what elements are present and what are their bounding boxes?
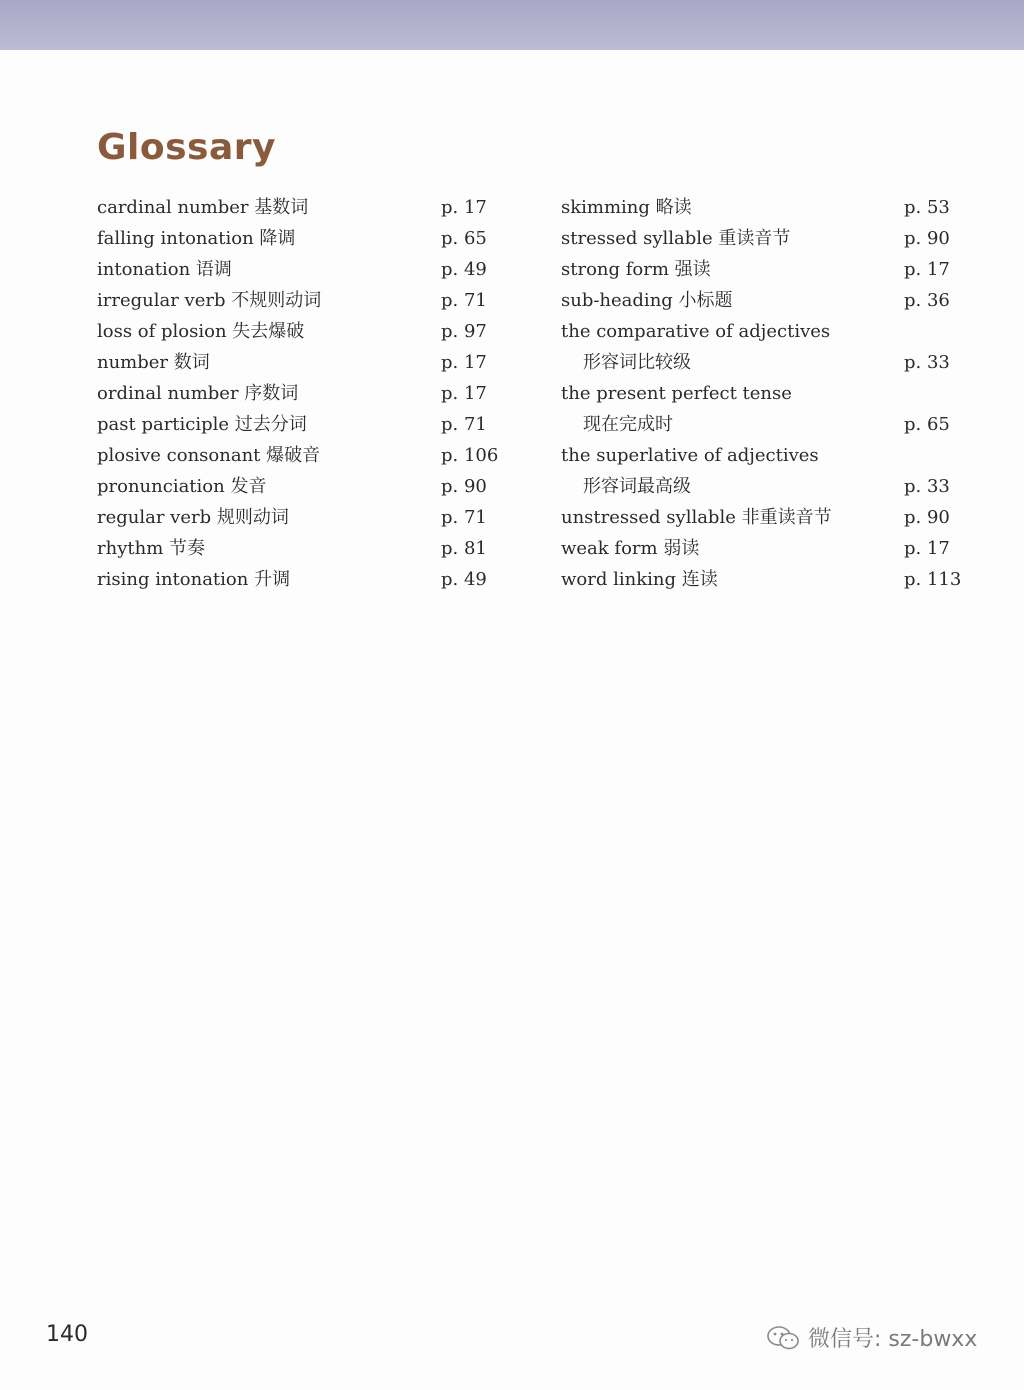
glossary-entry: [97, 378, 517, 409]
glossary-page-ref: p. 33: [904, 352, 950, 373]
glossary-page-ref: p. 113: [904, 569, 962, 590]
glossary-entry: [97, 440, 517, 471]
glossary-entry: [561, 285, 981, 316]
watermark-text: 微信号: sz-bwxx: [808, 1327, 978, 1352]
glossary-term: rhythm 节奏: [97, 538, 205, 559]
glossary-page-ref: p. 65: [904, 414, 950, 435]
glossary-entry: [561, 564, 981, 595]
glossary-page-ref: p. 49: [441, 259, 487, 280]
glossary-page-ref: p. 17: [904, 538, 950, 559]
glossary-term: number 数词: [97, 352, 210, 373]
glossary-term: past participle 过去分词: [97, 414, 307, 435]
glossary-entry: [97, 564, 517, 595]
glossary-column-left: [97, 192, 517, 595]
glossary-page-ref: p. 90: [904, 228, 950, 249]
glossary-page-ref: p. 71: [441, 507, 487, 528]
glossary-term: the superlative of adjectives: [561, 445, 819, 466]
glossary-entry: [97, 471, 517, 502]
glossary-page-ref: p. 90: [441, 476, 487, 497]
glossary-page-ref: p. 17: [441, 197, 487, 218]
glossary-page-ref: p. 17: [441, 352, 487, 373]
glossary-term: strong form 强读: [561, 259, 711, 280]
glossary-term: falling intonation 降调: [97, 228, 296, 249]
watermark: [766, 1322, 977, 1353]
glossary-entry: [97, 254, 517, 285]
glossary-page-ref: p. 49: [441, 569, 487, 590]
glossary-term: the comparative of adjectives: [561, 321, 831, 342]
glossary-page-ref: p. 90: [904, 507, 950, 528]
glossary-entry-continuation: [561, 409, 981, 440]
glossary-term-translation: 现在完成时: [583, 414, 673, 435]
glossary-page-ref: p. 81: [441, 538, 487, 559]
glossary-page-ref: p. 53: [904, 197, 950, 218]
glossary-page-ref: p. 17: [904, 259, 950, 280]
glossary-entry: [97, 409, 517, 440]
glossary-page-ref: p. 71: [441, 290, 487, 311]
page-number: 140: [46, 1322, 88, 1347]
glossary-entry: [97, 192, 517, 223]
glossary-term: skimming 略读: [561, 197, 692, 218]
glossary-term: pronunciation 发音: [97, 476, 267, 497]
glossary-term: regular verb 规则动词: [97, 507, 289, 528]
glossary-entry: [561, 192, 981, 223]
glossary-term: loss of plosion 失去爆破: [97, 321, 305, 342]
glossary-term: stressed syllable 重读音节: [561, 228, 791, 249]
glossary-entry: [561, 378, 981, 409]
glossary-page-ref: p. 71: [441, 414, 487, 435]
glossary-column-right: [561, 192, 981, 595]
glossary-entry: [97, 285, 517, 316]
glossary-term: irregular verb 不规则动词: [97, 290, 322, 311]
glossary-entry: [561, 533, 981, 564]
glossary-term: ordinal number 序数词: [97, 383, 299, 404]
glossary-term: rising intonation 升调: [97, 569, 291, 590]
glossary-entry: [97, 502, 517, 533]
glossary-entry: [561, 254, 981, 285]
glossary-entry: [561, 223, 981, 254]
top-color-band: [0, 0, 1024, 50]
glossary-term: unstressed syllable 非重读音节: [561, 507, 832, 528]
glossary-term-translation: 形容词最高级: [583, 476, 691, 497]
glossary-page-ref: p. 97: [441, 321, 487, 342]
glossary-page-ref: p. 106: [441, 445, 499, 466]
glossary-entry: [97, 533, 517, 564]
glossary-page-ref: p. 33: [904, 476, 950, 497]
glossary-entry: [561, 440, 981, 471]
glossary-term: sub-heading 小标题: [561, 290, 733, 311]
page-title: Glossary: [97, 127, 276, 168]
glossary-entry-continuation: [561, 471, 981, 502]
glossary-entry: [97, 316, 517, 347]
glossary-term: cardinal number 基数词: [97, 197, 309, 218]
glossary-term: weak form 弱读: [561, 538, 700, 559]
glossary-term: intonation 语调: [97, 259, 232, 280]
glossary-term: the present perfect tense: [561, 383, 792, 404]
glossary-entry-continuation: [561, 347, 981, 378]
glossary-term: word linking 连读: [561, 569, 718, 590]
wechat-icon: [766, 1325, 800, 1351]
glossary-entry: [561, 502, 981, 533]
glossary-page-ref: p. 65: [441, 228, 487, 249]
glossary-page-ref: p. 36: [904, 290, 950, 311]
glossary-term: plosive consonant 爆破音: [97, 445, 321, 466]
glossary-page-ref: p. 17: [441, 383, 487, 404]
glossary-entry: [97, 223, 517, 254]
glossary-entry: [561, 316, 981, 347]
glossary-term-translation: 形容词比较级: [583, 352, 691, 373]
glossary-entry: [97, 347, 517, 378]
